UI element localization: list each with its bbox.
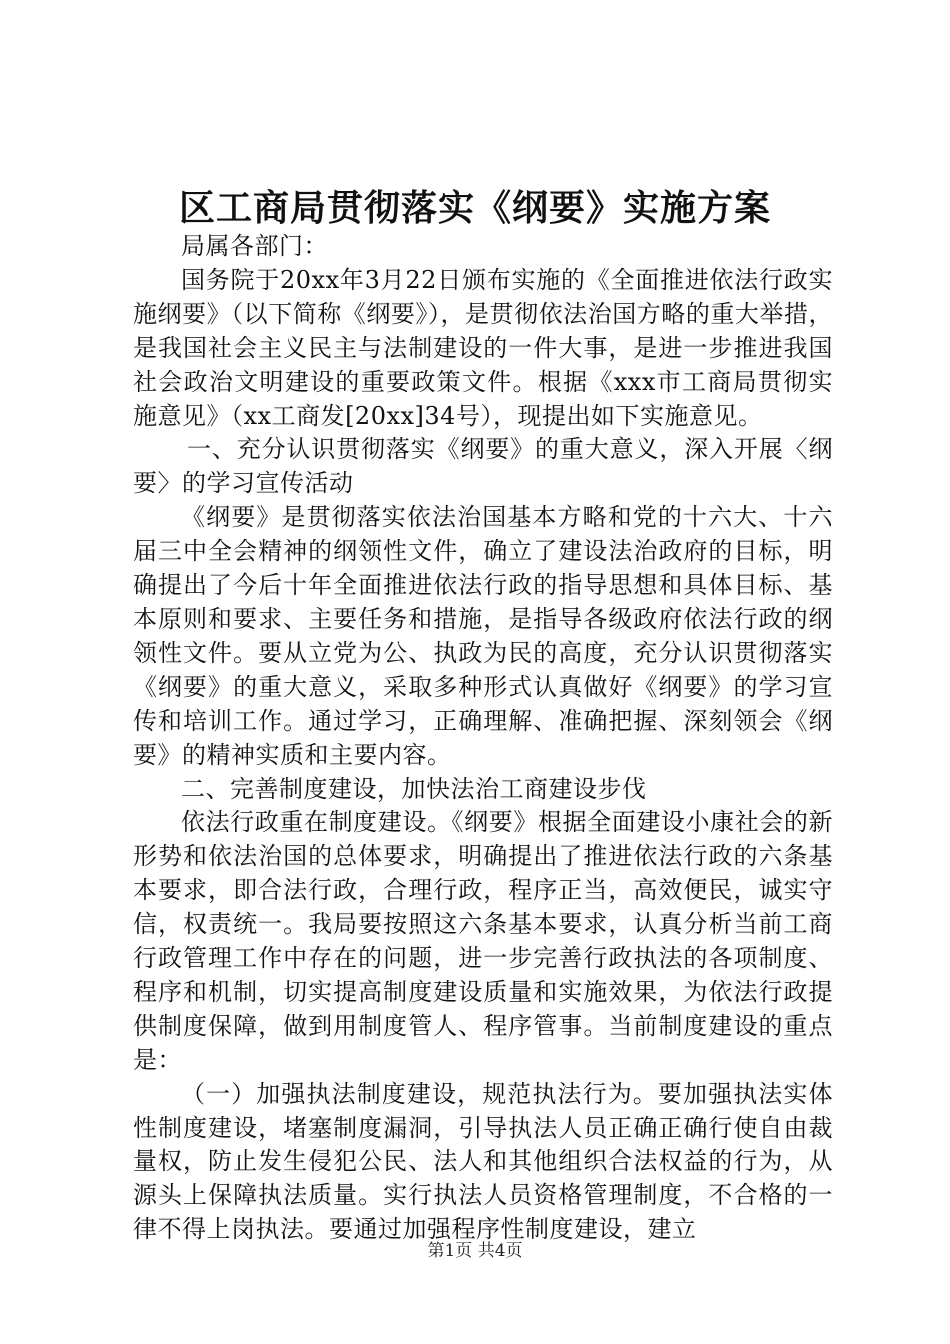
salutation: 局属各部门：	[181, 232, 328, 260]
document-title: 区工商局贯彻落实《纲要》实施方案	[178, 187, 771, 229]
paragraph-section-1: 《纲要》是贯彻落实依法治国基本方略和党的十六大、十六届三中全会精神的纲领性文件，确立了建设法治政府的目标，明确提出了今后十年全面推进依法行政的指导思想和具体目标、基本原则和要求、主要任务和措施，是指导各级政府依法行政的纲领性文件。要从立党为公、执政为民的高度，充分认识贯彻落实《纲要》的重大意义，采取多种形式认真做好《纲要》的学习宣传和培训工作。通过学习，正确理解、准确把握、深刻领会《纲要》的精神实质和主要内容。	[133, 503, 833, 769]
paragraph-section-2: 依法行政重在制度建设。《纲要》根据全面建设小康社会的新形势和依法治国的总体要求，明确提出了推进依法行政的六条基本要求，即合法行政，合理行政，程序正当，高效便民，诚实守信，权责统一。我局要按照这六条基本要求，认真分析当前工商行政管理工作中存在的问题，进一步完善行政执法的各项制度、程序和机制，切实提高制度建设质量和实施效果，为依法行政提供制度保障，做到用制度管人、程序管事。当前制度建设的重点是：	[133, 808, 833, 1074]
section-heading-1: 一、充分认识贯彻落实《纲要》的重大意义，深入开展〈纲要〉的学习宣传活动	[133, 435, 833, 498]
document-body	[133, 230, 833, 1247]
section-heading-2: 二、完善制度建设，加快法治工商建设步伐	[181, 774, 647, 803]
page-number: 第1页 共4页	[427, 1241, 523, 1261]
paragraph-subsection-1: （一）加强执法制度建设，规范执法行为。要加强执法实体性制度建设，堵塞制度漏洞，引导执法人员正确正确行使自由裁量权，防止发生侵犯公民、法人和其他组织合法权益的行为，从源头上保障执法质量。实行执法人员资格管理制度，不合格的一律不得上岗执法。要通过加强程序性制度建设，建立	[133, 1079, 833, 1244]
paragraph-intro: 国务院于20xx年3月22日颁布实施的《全面推进依法行政实施纲要》（以下简称《纲要》），是贯彻依法治国方略的重大举措，是我国社会主义民主与法制建设的一件大事，是进一步推进我国社会政治文明建设的重要政策文件。根据《xxx市工商局贯彻实施意见》（xx工商发[20xx]34号），现提出如下实施意见。	[133, 265, 833, 430]
